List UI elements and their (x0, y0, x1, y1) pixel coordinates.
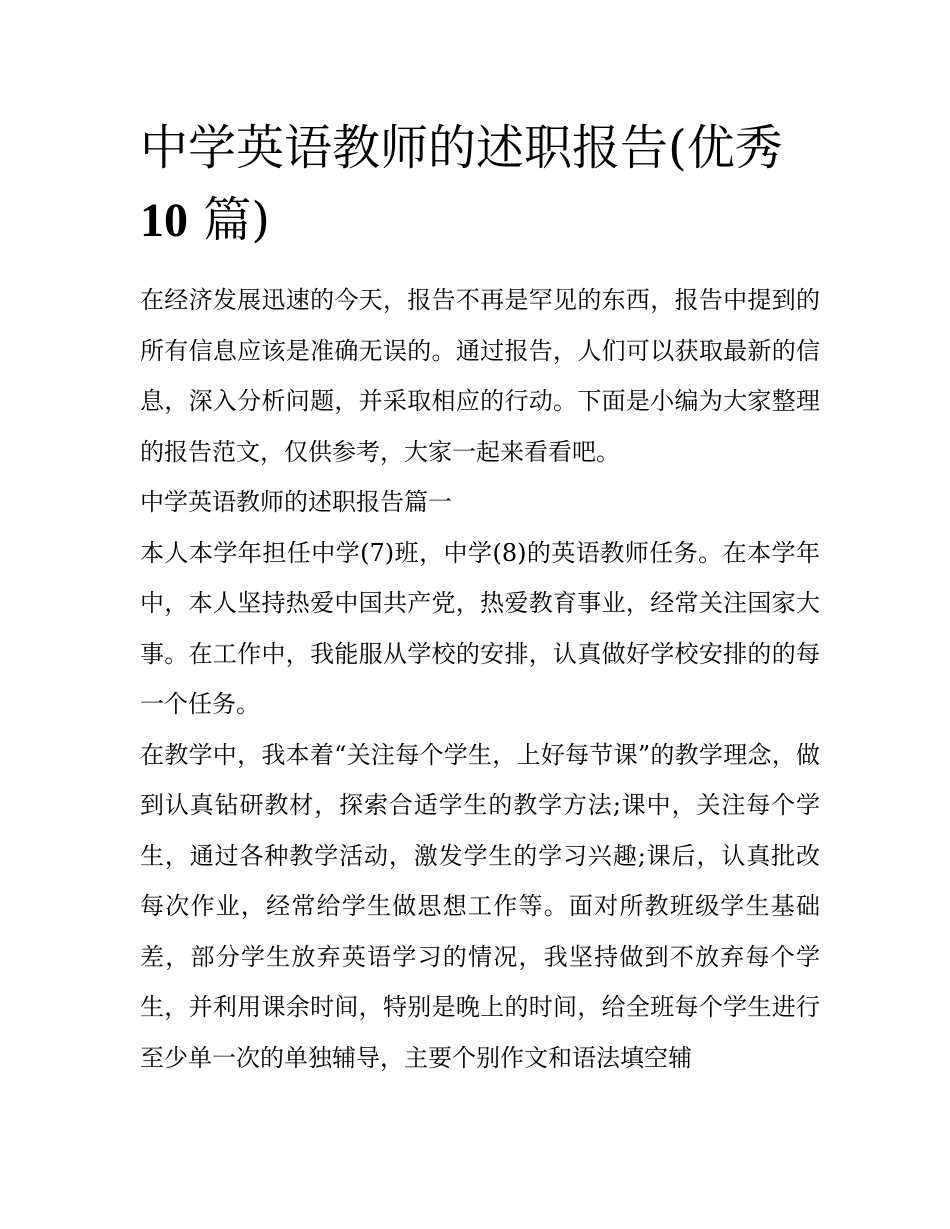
body-paragraph: 在教学中，我本着“关注每个学生，上好每节课”的教学理念，做到认真钻研教材，探索合适学生的教学方法;课中，关注每个学生，通过各种教学活动，激发学生的学习兴趣;课后，认真批改每次作业，经常给学生做思想工作等。面对所教班级学生基础差，部分学生放弃英语学习的情况，我坚持做到不放弃每个学生，并利用课余时间，特别是晚上的时间，给全班每个学生进行至少单一次的单独辅导，主要个别作文和语法填空辅 (140, 740, 820, 1072)
document-body (140, 275, 820, 1083)
section-heading: 中学英语教师的述职报告篇一 (140, 488, 452, 516)
document-title (140, 112, 820, 257)
title-number: 10 (140, 194, 188, 247)
intro-paragraph: 在经济发展迅速的今天，报告不再是罕见的东西，报告中提到的所有信息应该是准确无误的。通过报告，人们可以获取最新的信息，深入分析问题，并采取相应的行动。下面是小编为大家整理的报告范文，仅供参考，大家一起来看看吧。 (140, 286, 820, 466)
title-line-2-rest: 篇) (188, 192, 270, 248)
title-line-1: 中学英语教师的述职报告(优秀 (140, 120, 783, 176)
document-content (140, 112, 820, 1083)
body-paragraph: 本人本学年担任中学(7)班，中学(8)的英语教师任务。在本学年中，本人坚持热爱中国共产党，热爱教育事业，经常关注国家大事。在工作中，我能服从学校的安排，认真做好学校安排的的每一个任务。 (140, 538, 820, 718)
